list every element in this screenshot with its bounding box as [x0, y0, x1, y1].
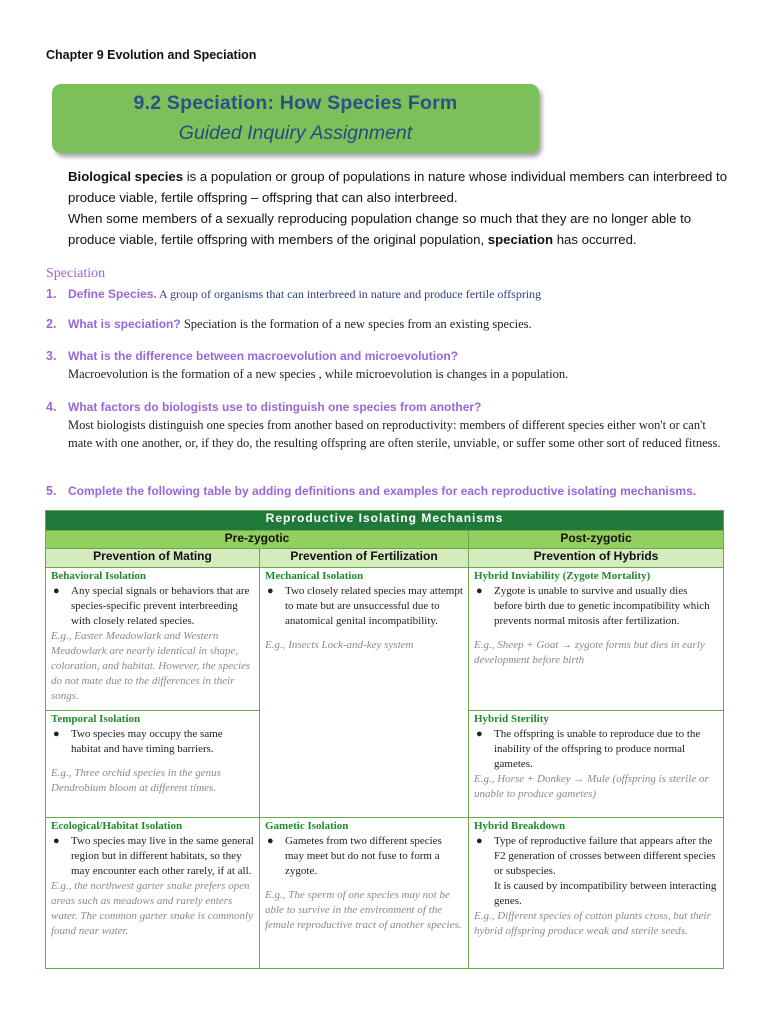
definition-text: Any special signals or behaviors that are species-specific prevent interbreeding with closely related species. [71, 585, 250, 627]
definition [474, 584, 718, 629]
cell-gametic-isolation [260, 818, 469, 969]
prezygotic-header: Pre-zygotic [46, 531, 469, 549]
question-4 [46, 398, 726, 452]
example-text: E.g., Three orchid species in the genus Dendrobium bloom at different times. [51, 767, 221, 794]
intro-bullet-2 [46, 208, 736, 250]
question-number: 4. [46, 400, 57, 414]
term-speciation: speciation [487, 232, 554, 247]
column-header-hybrids: Prevention of Hybrids [469, 549, 724, 568]
example-text: E.g., The sperm of one species may not be able to survive in the environment of the female reproductive tract of another species. [265, 889, 462, 931]
definition-text: Zygote is unable to survive and usually dies before birth due to genetic incompatibility which prevents normal mitosis after fertilization. [494, 585, 710, 627]
title-banner [52, 84, 539, 153]
question-number: 2. [46, 317, 57, 331]
definition [51, 727, 254, 757]
term-biological-species: Biological species [68, 169, 184, 184]
cell-mechanical-isolation [260, 568, 469, 818]
definition-text: Type of reproductive failure that appears after the F2 generation of crosses between different species or subspecies. [494, 835, 716, 877]
definition-text: Two species may occupy the same habitat and have timing barriers. [71, 728, 223, 755]
question-label: Define Species. [68, 287, 157, 301]
intro-bullet-1 [46, 166, 736, 208]
definition-text: Gametes from two different species may meet but do not fuse to form a zygote. [285, 835, 442, 877]
question-label: Complete the following table by adding definitions and examples for each reproductive isolating mechanisms. [68, 484, 697, 498]
postzygotic-header: Post-zygotic [469, 531, 724, 549]
cell-temporal-isolation [46, 711, 260, 818]
question-label: What is speciation? [68, 317, 181, 331]
definition-text: The offspring is unable to reproduce due to the inability of the offspring to produce normal gametes. [494, 728, 701, 770]
cell-title: Behavioral Isolation [51, 570, 147, 582]
table-title: Reproductive Isolating Mechanisms [46, 511, 724, 531]
bullet-dot-icon: ● [267, 835, 274, 847]
banner-subtitle: Guided Inquiry Assignment [178, 122, 413, 144]
isolating-mechanisms-table [45, 510, 724, 969]
cell-title: Temporal Isolation [51, 713, 141, 725]
question-label: What is the difference between macroevolution and microevolution? [68, 349, 459, 363]
answer-text: Macroevolution is the formation of a new species , while microevolution is changes in a population. [68, 367, 569, 381]
banner-title: 9.2 Speciation: How Species Form [133, 92, 458, 114]
question-2 [46, 315, 726, 333]
cell-title: Gametic Isolation [265, 820, 349, 832]
answer-text: Speciation is the formation of a new species from an existing species. [180, 317, 532, 331]
bullet-dot-icon: ● [476, 728, 483, 740]
cell-title: Mechanical Isolation [265, 570, 364, 582]
intro-bullets [46, 166, 736, 250]
bullet-dot-icon: ● [267, 585, 274, 597]
answer-text: Most biologists distinguish one species from another based on reproductivity: members of different species either won't or can't mate with one another, or, if they do, the resulting offspring are often sterile, unviable, or suffer some other sort of reduced fitness. [68, 418, 721, 450]
chapter-heading: Chapter 9 Evolution and Speciation [46, 48, 257, 62]
bullet-dot-icon: ● [476, 585, 483, 597]
question-number: 3. [46, 349, 57, 363]
bullet-dot-icon: ● [53, 728, 60, 740]
answer-text: A group of organisms that can interbreed in nature and produce fertile offspring [156, 287, 542, 301]
cell-behavioral-isolation [46, 568, 260, 711]
definition [51, 834, 254, 879]
definition [265, 834, 463, 879]
question-label: What factors do biologists use to distinguish one species from another? [68, 400, 482, 414]
bullet-2-text: When some members of a sexually reproducing population change so much that they are no longer able to produce viable, fertile offspring with members of the original population, [68, 211, 692, 247]
example-text: E.g., Horse + Donkey → Mule (offspring is sterile or unable to produce gametes) [474, 773, 709, 800]
definition [474, 727, 718, 772]
question-5 [46, 482, 726, 500]
bullet-dot-icon: ● [53, 835, 60, 847]
definition-text-2: It is caused by incompatibility between interacting genes. [494, 880, 717, 907]
definition [474, 834, 718, 909]
cell-title: Ecological/Habitat Isolation [51, 820, 183, 832]
cell-title: Hybrid Inviability (Zygote Mortality) [474, 570, 651, 582]
example-text: E.g., Sheep + Goat → zygote forms but dies in early development before birth [474, 639, 705, 666]
question-number: 1. [46, 287, 57, 301]
bullet-1-text: is a population or group of populations in nature whose individual members can interbreed to produce viable, fertile offspring – offspring that can also interbreed. [68, 169, 728, 205]
column-header-mating: Prevention of Mating [46, 549, 260, 568]
column-header-fertilization: Prevention of Fertilization [260, 549, 469, 568]
cell-hybrid-sterility [469, 711, 724, 818]
section-heading: Speciation [46, 266, 106, 281]
definition-text: Two closely related species may attempt to mate but are unsuccessful due to anatomical genital incompatibility. [285, 585, 463, 627]
bullet-dot-icon: ● [53, 585, 60, 597]
cell-hybrid-inviability [469, 568, 724, 711]
bullet-dot-icon: ● [476, 835, 483, 847]
example-text: E.g., Insects Lock-and-key system [265, 639, 414, 651]
cell-hybrid-breakdown [469, 818, 724, 969]
bullet-2-end: has occurred. [553, 232, 637, 247]
question-number: 5. [46, 484, 57, 498]
definition-text: Two species may live in the same general region but in different habitats, so they may encounter each other rarely, if at all. [71, 835, 254, 877]
question-1 [46, 285, 726, 303]
example-text: E.g., Easter Meadowlark and Western Meadowlark are nearly identical in shape, coloration, and habitat. However, the species do not mate due to the differences in their songs. [51, 630, 251, 702]
question-3 [46, 347, 726, 383]
cell-title: Hybrid Sterility [474, 713, 549, 725]
definition [265, 584, 463, 629]
definition [51, 584, 254, 629]
example-text: E.g., the northwest garter snake prefers open areas such as meadows and rarely enters water. The common garter snake is commonly found near water. [51, 880, 253, 937]
example-text: E.g., Different species of cotton plants cross, but their hybrid offspring produce weak and sterile seeds. [474, 910, 711, 937]
cell-ecological-isolation [46, 818, 260, 969]
cell-title: Hybrid Breakdown [474, 820, 566, 832]
